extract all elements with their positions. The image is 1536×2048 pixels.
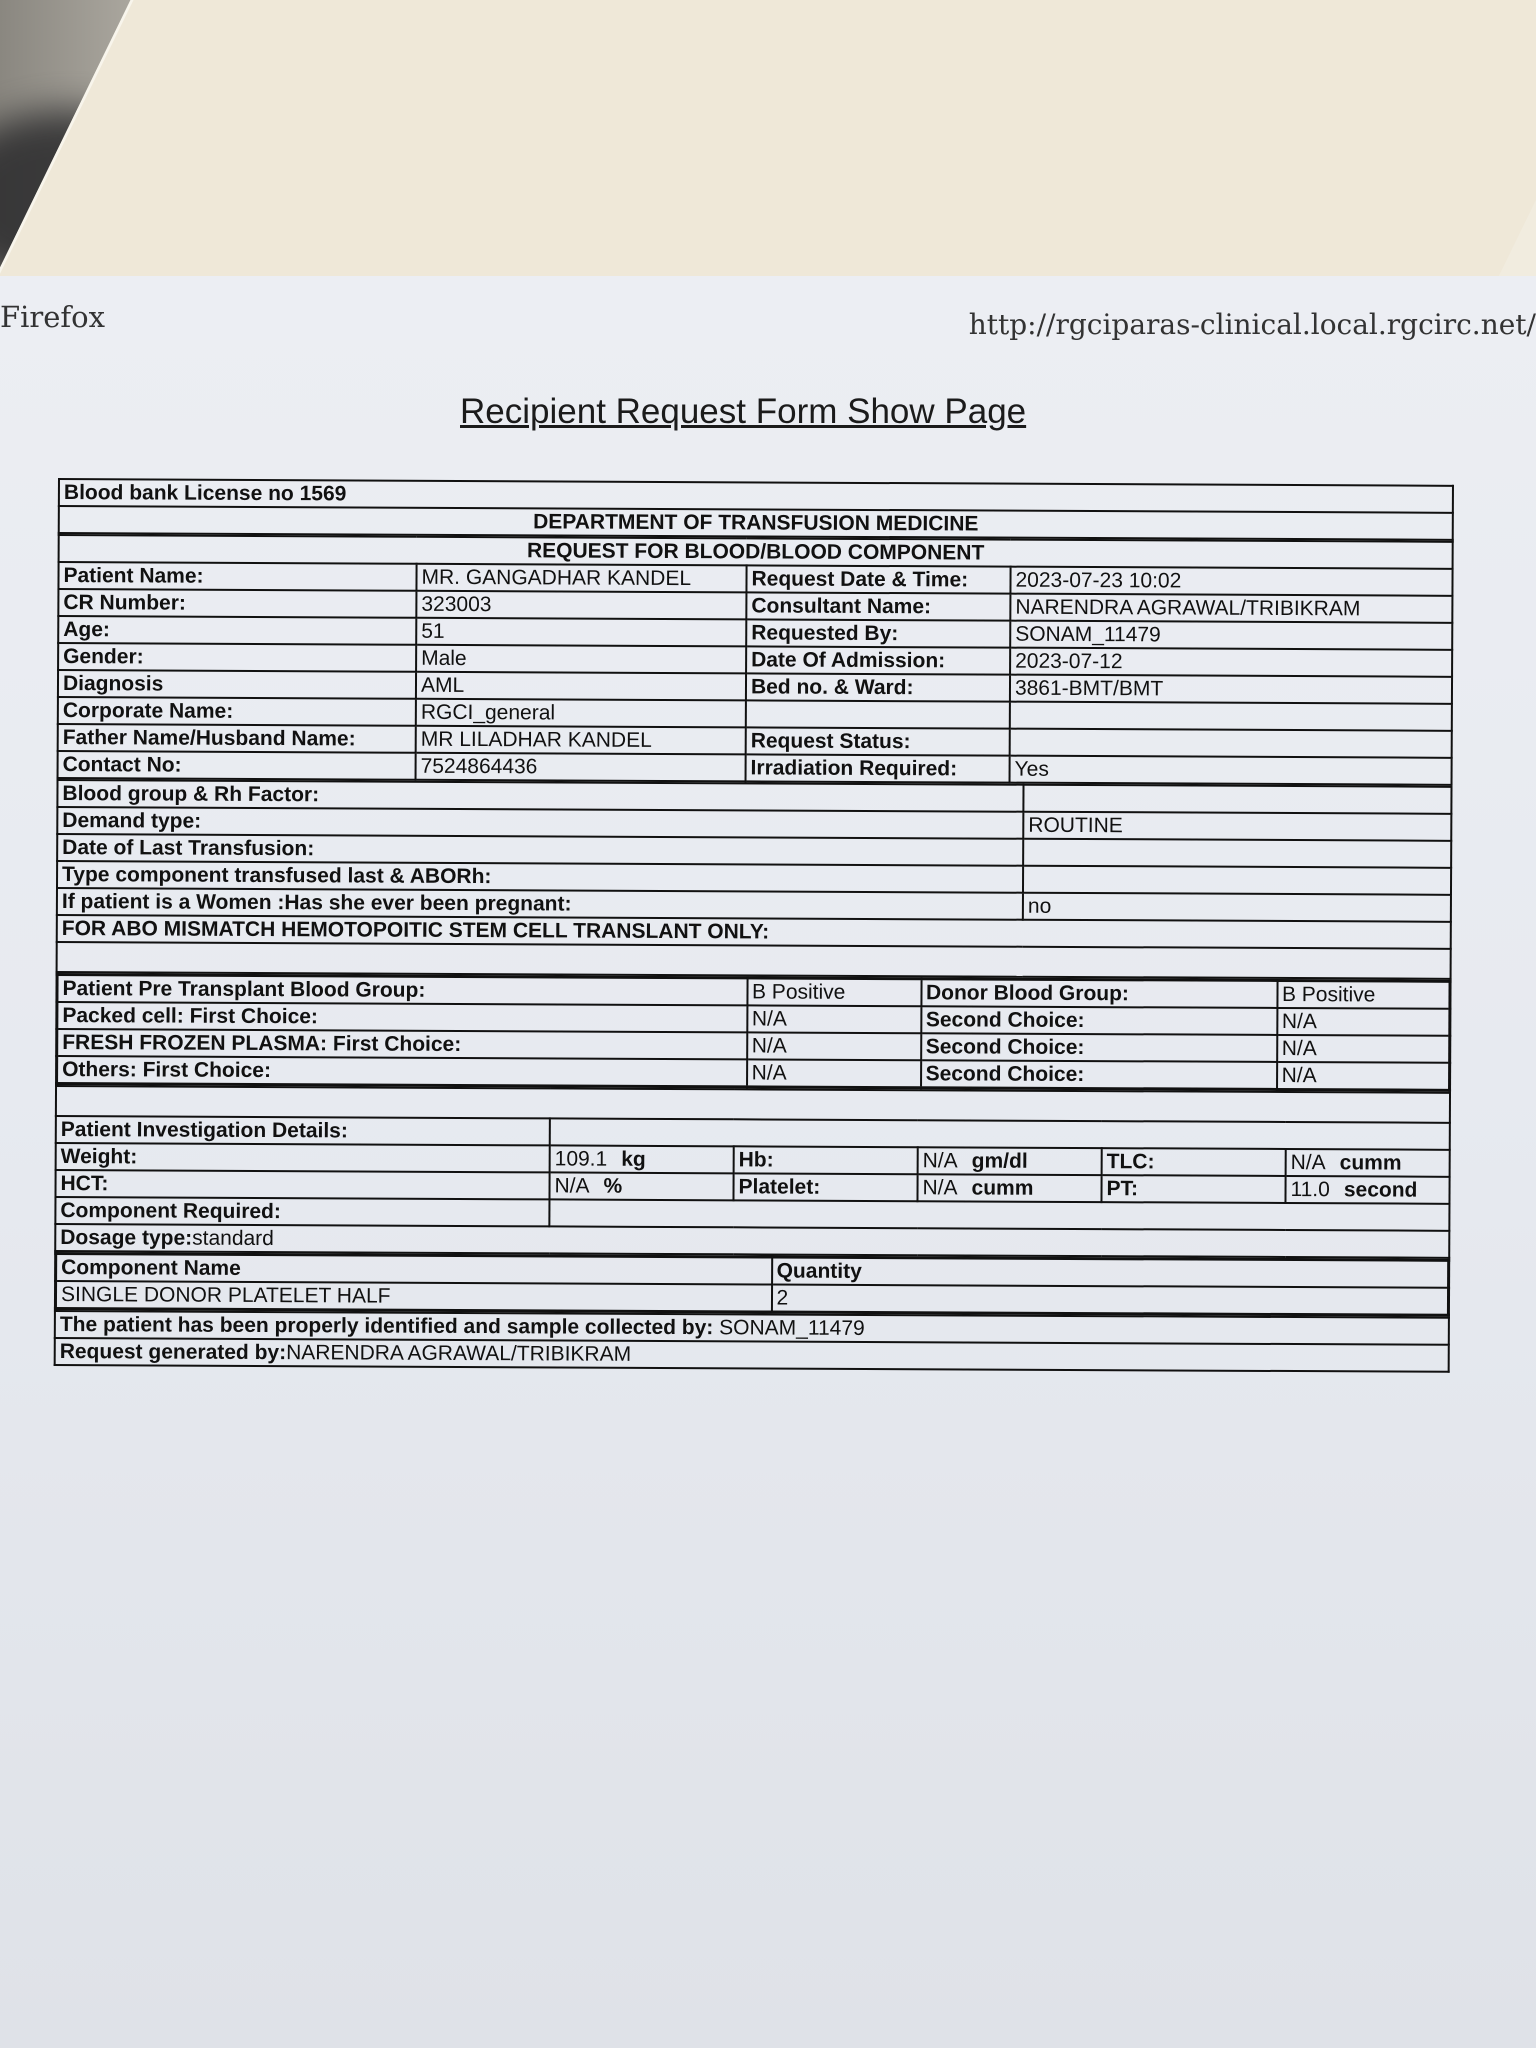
- ffp-label: FRESH FROZEN PLASMA: First Choice:: [57, 1029, 747, 1059]
- corporate-value: RGCI_general: [416, 699, 746, 728]
- second-choice-label: Second Choice:: [921, 1060, 1277, 1089]
- department-title: DEPARTMENT OF TRANSFUSION MEDICINE: [59, 506, 1453, 540]
- ffp-first: N/A: [747, 1032, 921, 1060]
- others-second: N/A: [1277, 1062, 1450, 1090]
- browser-url: http://rgciparas-clinical.local.rgcirc.net/: [968, 308, 1536, 341]
- corporate-label: Corporate Name:: [58, 697, 416, 726]
- last-transfusion-label: Date of Last Transfusion:: [57, 834, 1023, 866]
- tlc-value: N/A cumm: [1286, 1149, 1450, 1177]
- patient-name-value: MR. GANGADHAR KANDEL: [416, 564, 746, 593]
- browser-name: Firefox: [0, 300, 105, 334]
- investigation-table: [54, 1085, 1451, 1259]
- quantity-header: Quantity: [772, 1257, 1449, 1288]
- quantity-cell: 2: [771, 1284, 1448, 1315]
- bed-ward-label: Bed no. & Ward:: [746, 673, 1010, 701]
- blood-group-value: [1023, 785, 1451, 814]
- weight-label: Weight:: [56, 1143, 550, 1172]
- pt-value: 11.0 second: [1285, 1176, 1449, 1204]
- hct-value: N/A %: [549, 1172, 733, 1200]
- packed-cell-first: N/A: [747, 1005, 921, 1033]
- page-title: Recipient Request Form Show Page: [460, 392, 1027, 431]
- age-value: 51: [416, 618, 746, 647]
- pre-transplant-value: B Positive: [747, 978, 921, 1006]
- footer-table: [54, 1310, 1450, 1373]
- requested-by-value: SONAM_11479: [1010, 621, 1452, 650]
- component-name-cell: SINGLE DONOR PLATELET HALF: [55, 1281, 771, 1312]
- weight-value: 109.1 kg: [550, 1145, 734, 1173]
- demand-type-value: ROUTINE: [1023, 812, 1451, 841]
- component-name-header: Component Name: [56, 1253, 772, 1284]
- cr-number-value: 323003: [416, 591, 746, 620]
- clinical-details-table: [56, 779, 1453, 980]
- father-name-value: MR LILADHAR KANDEL: [416, 726, 746, 755]
- others-first: N/A: [747, 1059, 921, 1087]
- demand-type-label: Demand type:: [57, 807, 1023, 839]
- diagnosis-value: AML: [416, 672, 746, 701]
- background-card: [0, 0, 1536, 290]
- pregnancy-value: no: [1023, 893, 1451, 922]
- second-choice-label: Second Choice:: [921, 1006, 1277, 1035]
- request-heading: REQUEST FOR BLOOD/BLOOD COMPONENT: [59, 535, 1453, 569]
- request-status-value: [1010, 729, 1452, 758]
- others-label: Others: First Choice:: [57, 1056, 747, 1087]
- irradiation-label: Irradiation Required:: [746, 754, 1010, 782]
- consultant-value: NARENDRA AGRAWAL/TRIBIKRAM: [1010, 594, 1452, 623]
- hb-value: N/A gm/dl: [918, 1147, 1102, 1175]
- father-name-label: Father Name/Husband Name:: [58, 724, 416, 753]
- form-header-table: [58, 478, 1454, 541]
- component-table: [54, 1252, 1450, 1317]
- admission-value: 2023-07-12: [1010, 648, 1452, 677]
- desk-background: [0, 0, 1536, 300]
- age-label: Age:: [58, 616, 416, 645]
- bed-ward-value: 3861-BMT/BMT: [1010, 675, 1452, 704]
- tlc-label: TLC:: [1102, 1148, 1286, 1176]
- last-component-label: Type component transfused last & ABORh:: [57, 861, 1023, 893]
- hct-label: HCT:: [55, 1170, 549, 1199]
- abo-mismatch-heading: FOR ABO MISMATCH HEMOTOPOITIC STEM CELL TRANSLANT ONLY:: [57, 915, 1451, 949]
- irradiation-value: Yes: [1010, 756, 1452, 785]
- packed-cell-second: N/A: [1277, 1008, 1450, 1036]
- patient-request-table: [57, 534, 1454, 786]
- component-required-label: Component Required:: [55, 1197, 549, 1226]
- request-datetime-label: Request Date & Time:: [746, 565, 1010, 593]
- last-component-value: [1023, 866, 1451, 895]
- request-datetime-value: 2023-07-23 10:02: [1010, 567, 1452, 596]
- contact-label: Contact No:: [58, 751, 416, 780]
- consultant-label: Consultant Name:: [746, 592, 1010, 620]
- request-form: [54, 478, 1454, 1373]
- empty-cell: [746, 700, 1010, 728]
- hb-label: Hb:: [734, 1146, 918, 1174]
- admission-label: Date Of Admission:: [746, 646, 1010, 674]
- ffp-second: N/A: [1277, 1035, 1450, 1063]
- pt-label: PT:: [1101, 1175, 1285, 1203]
- platelet-label: Platelet:: [733, 1173, 917, 1201]
- cr-number-label: CR Number:: [58, 589, 416, 618]
- donor-group-value: B Positive: [1277, 980, 1450, 1008]
- request-status-label: Request Status:: [746, 727, 1010, 755]
- identified-by-line: The patient has been properly identified and sample collected by: SONAM_11479: [55, 1311, 1449, 1345]
- patient-name-label: Patient Name:: [58, 562, 416, 591]
- transplant-table: [55, 973, 1452, 1092]
- donor-group-label: Donor Blood Group:: [921, 979, 1277, 1008]
- packed-cell-label: Packed cell: First Choice:: [57, 1002, 747, 1032]
- pregnancy-label: If patient is a Women :Has she ever been pregnant:: [57, 888, 1023, 920]
- contact-value: 7524864436: [416, 753, 746, 782]
- empty-cell: [1010, 702, 1452, 731]
- blood-group-label: Blood group & Rh Factor:: [57, 780, 1023, 812]
- generated-by-line: Request generated by:NARENDRA AGRAWAL/TRIBIKRAM: [55, 1338, 1449, 1372]
- pre-transplant-label: Patient Pre Transplant Blood Group:: [57, 975, 747, 1006]
- second-choice-label: Second Choice:: [921, 1033, 1277, 1062]
- license-number: Blood bank License no 1569: [59, 479, 1453, 513]
- requested-by-label: Requested By:: [746, 619, 1010, 647]
- dosage-type: Dosage type:standard: [55, 1224, 1449, 1258]
- gender-value: Male: [416, 645, 746, 674]
- gender-label: Gender:: [58, 643, 416, 672]
- platelet-value: N/A cumm: [917, 1174, 1101, 1202]
- investigation-heading: Patient Investigation Details:: [56, 1116, 550, 1145]
- last-transfusion-value: [1023, 839, 1451, 868]
- diagnosis-label: Diagnosis: [58, 670, 416, 699]
